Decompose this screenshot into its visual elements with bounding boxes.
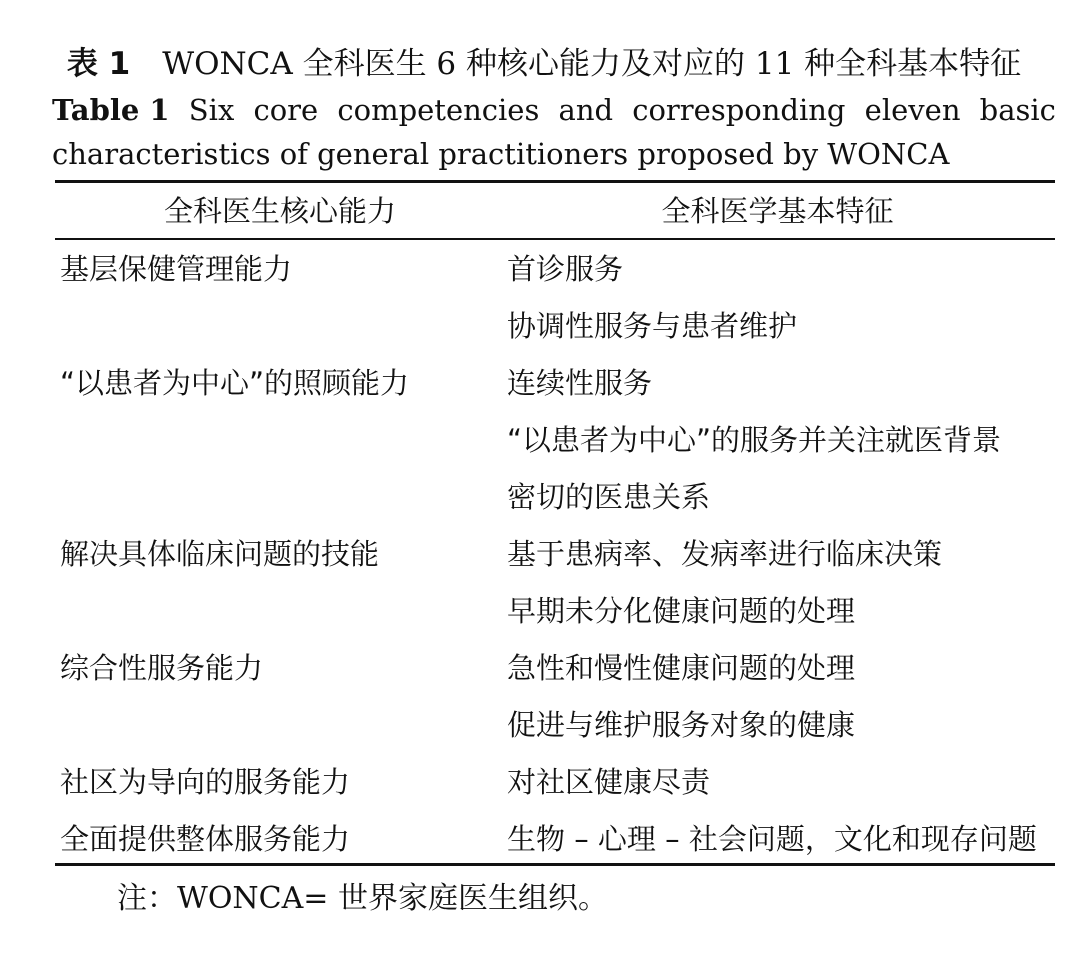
table-cell-characteristic: 对社区健康尽责 — [507, 765, 711, 799]
column-header-basic-characteristics: 全科医学基本特征 — [661, 194, 894, 228]
table-cell-competency — [60, 301, 500, 351]
table-cell-competency: “以患者为中心”的照顾能力 — [60, 366, 410, 400]
table-cell-competency — [60, 415, 500, 465]
table-cell-characteristic: 密切的医患关系 — [507, 480, 711, 514]
table-cell-characteristic: 早期未分化健康问题的处理 — [507, 594, 856, 628]
table-header-rule — [55, 238, 1055, 240]
table-cell-characteristic: 连续性服务 — [507, 366, 653, 400]
table-cell-competency — [60, 472, 500, 522]
table-caption-zh — [0, 40, 1088, 88]
table-cell-characteristic: 首诊服务 — [507, 252, 624, 286]
table-bottom-rule — [55, 863, 1055, 866]
table-cell-characteristic: 基于患病率、发病率进行临床决策 — [507, 537, 943, 571]
table-cell-competency — [60, 700, 500, 750]
table-cell-competency: 全面提供整体服务能力 — [60, 822, 351, 856]
caption-word: competencies — [337, 93, 540, 127]
column-header-core-competency: 全科医生核心能力 — [163, 194, 396, 228]
table-cell-characteristic: 急性和慢性健康问题的处理 — [507, 651, 856, 685]
table-cell-competency: 综合性服务能力 — [60, 651, 264, 685]
caption-word: eleven — [864, 93, 961, 127]
table-caption-en-line2: characteristics of general practitioners proposed by WONCA — [52, 137, 950, 171]
caption-word: Six — [188, 93, 235, 127]
caption-word: core — [253, 93, 319, 127]
table-cell-characteristic: 促进与维护服务对象的健康 — [507, 708, 856, 742]
table-footnote: 注：WONCA= 世界家庭医生组织。 — [117, 881, 608, 916]
table-cell-competency: 社区为导向的服务能力 — [60, 765, 351, 799]
caption-word: corresponding — [632, 93, 846, 127]
caption-word: and — [558, 93, 614, 127]
table-cell-characteristic: 生物 – 心理 – 社会问题，文化和现存问题 — [507, 822, 1037, 856]
table-label-zh: 表 1 — [66, 46, 131, 82]
table-cell-characteristic: 协调性服务与患者维护 — [507, 309, 798, 343]
caption-word: basic — [979, 93, 1056, 127]
table-title-zh: WONCA 全科医生 6 种核心能力及对应的 11 种全科基本特征 — [162, 46, 1022, 82]
table-cell-competency: 解决具体临床问题的技能 — [60, 537, 380, 571]
table-cell-competency — [60, 586, 500, 636]
table-cell-characteristic: “以患者为中心”的服务并关注就医背景 — [507, 423, 1002, 457]
table-label-en: Table 1 — [52, 93, 170, 127]
table-cell-competency: 基层保健管理能力 — [60, 252, 293, 286]
table-caption-en-line1 — [52, 90, 1056, 130]
table-top-rule — [55, 180, 1055, 183]
